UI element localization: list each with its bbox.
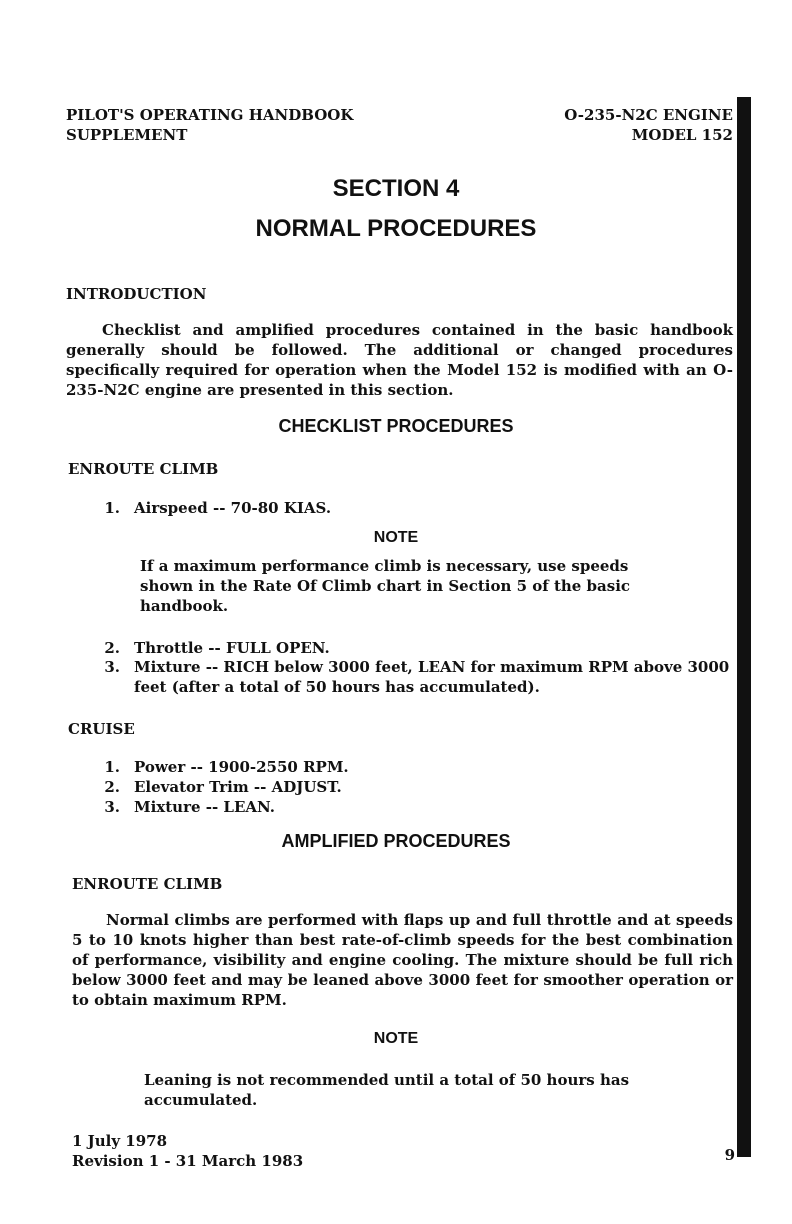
list-item (100, 498, 740, 520)
item-text: Mixture -- LEAN. (134, 798, 276, 816)
amplified-note-heading: NOTE (373, 1030, 419, 1047)
header-right (480, 105, 733, 145)
item-text: Power -- 1900-2550 RPM. (134, 758, 349, 776)
section-number: SECTION 4 (332, 175, 460, 202)
footer-revision: Revision 1 - 31 March 1983 (72, 1152, 304, 1170)
page-number: 9 (724, 1146, 735, 1164)
checklist-enroute-climb-heading: ENROUTE CLIMB (68, 460, 219, 478)
list-item (100, 777, 740, 799)
handbook-title: PILOT'S OPERATING HANDBOOK (66, 106, 354, 124)
item-number: 2. (104, 778, 120, 796)
item-text: Airspeed -- 70-80 KIAS. (134, 499, 332, 517)
item-number: 1. (104, 758, 120, 776)
amplified-enroute-climb-text: Normal climbs are performed with flaps up and full throttle and at speeds 5 to 10 knots higher than best rate-of-climb speeds for the best combination of performance, visibility and engine cooling. The mixture should be full rich below 3000 feet and may be leaned above 3000 feet for smoother operation or to obtain maximum RPM. (72, 911, 733, 1009)
item-text: Throttle -- FULL OPEN. (134, 639, 330, 657)
checklist-note-heading: NOTE (373, 529, 419, 546)
item-number: 3. (104, 798, 120, 816)
introduction-heading: INTRODUCTION (66, 285, 207, 303)
list-item (100, 797, 740, 819)
revision-bar (737, 97, 751, 1157)
footer-date: 1 July 1978 (72, 1132, 168, 1150)
header-left (66, 105, 353, 145)
footer-dates (72, 1131, 303, 1171)
model-label: MODEL 152 (631, 126, 733, 144)
engine-label: O-235-N2C ENGINE (564, 106, 733, 124)
section-title: NORMAL PROCEDURES (255, 215, 537, 242)
item-text: Mixture -- RICH below 3000 feet, LEAN for maximum RPM above 3000 feet (after a total of 50 hours has accumulated). (134, 658, 730, 696)
introduction-text: Checklist and amplified procedures contained in the basic handbook generally should be followed. The additional or changed procedures specifically required for operation when the Model 152 is modified with an O-235-N2C engine are presented in this section. (66, 321, 733, 399)
list-item (100, 757, 740, 779)
item-number: 3. (104, 658, 120, 676)
handbook-subtitle: SUPPLEMENT (66, 126, 188, 144)
amplified-enroute-climb-heading: ENROUTE CLIMB (72, 875, 223, 893)
checklist-note-text: If a maximum performance climb is necessary, use speeds shown in the Rate Of Climb chart in Section 5 of the basic handbook. (140, 557, 631, 615)
cruise-heading: CRUISE (68, 720, 135, 738)
item-number: 1. (104, 499, 120, 517)
amplified-heading: AMPLIFIED PROCEDURES (281, 831, 511, 851)
amplified-note-text: Leaning is not recommended until a total of 50 hours has accumulated. (144, 1071, 630, 1109)
checklist-heading: CHECKLIST PROCEDURES (278, 416, 514, 436)
item-number: 2. (104, 639, 120, 657)
list-item (100, 657, 737, 701)
item-text: Elevator Trim -- ADJUST. (134, 778, 342, 796)
